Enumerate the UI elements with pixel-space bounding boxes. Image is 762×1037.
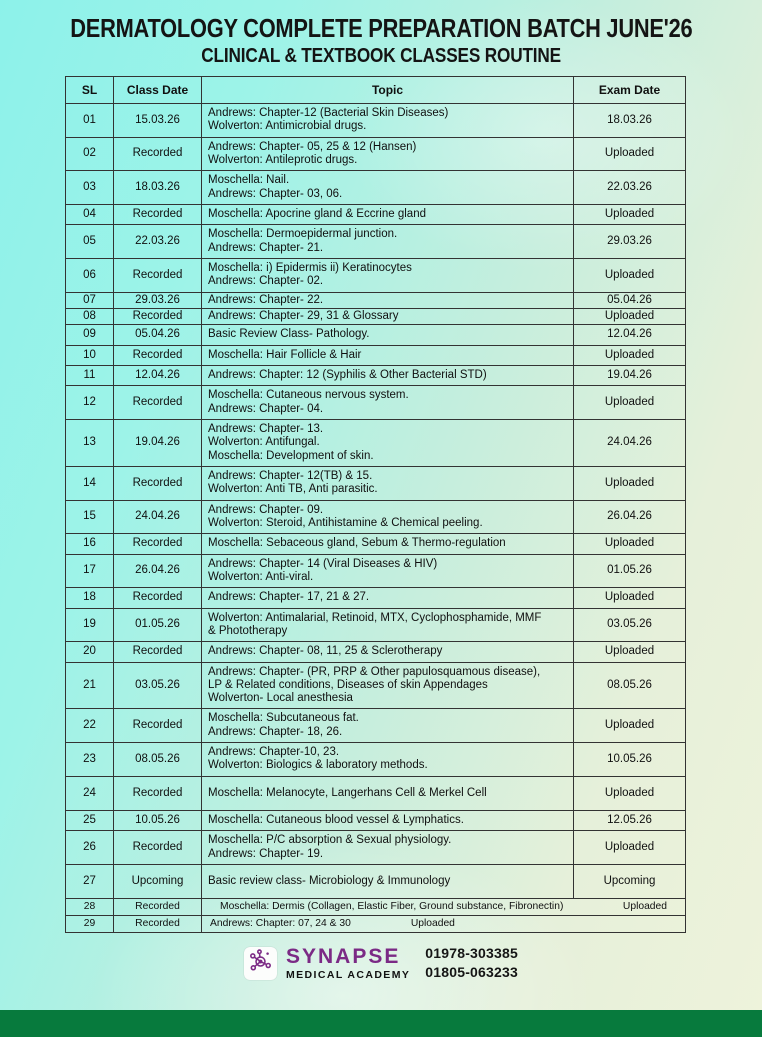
exam-date-cell: Uploaded [574, 345, 686, 365]
class-date-cell: 26.04.26 [114, 554, 202, 588]
table-row [66, 642, 686, 662]
sl-cell: 14 [66, 466, 114, 500]
topic-cell [202, 365, 574, 385]
page-title [0, 13, 762, 44]
sl-cell: 08 [66, 308, 114, 324]
exam-date-cell: Uploaded [574, 588, 686, 608]
class-date-cell: Recorded [114, 916, 202, 933]
table-row [66, 225, 686, 259]
column-header-sl: SL [66, 77, 114, 104]
table-row [66, 916, 686, 933]
class-date-cell: 01.05.26 [114, 608, 202, 642]
topic-line: Moschella: Nail. [208, 174, 569, 187]
table-row [66, 258, 686, 292]
topic-cell [202, 258, 574, 292]
sl-cell: 03 [66, 171, 114, 205]
sl-cell: 16 [66, 534, 114, 554]
phone-numbers [425, 944, 518, 982]
sl-cell: 21 [66, 662, 114, 709]
exam-date-cell: Uploaded [574, 308, 686, 324]
topic-line: Wolverton: Antimalarial, Retinoid, MTX, Cyclophosphamide, MMF [208, 612, 569, 625]
sl-cell: 12 [66, 386, 114, 420]
exam-date-cell: Uploaded [574, 534, 686, 554]
topic-cell [202, 588, 574, 608]
topic-cell [202, 292, 574, 308]
table-row [66, 365, 686, 385]
class-date-cell: Recorded [114, 258, 202, 292]
table-row [66, 743, 686, 777]
class-date-cell: Recorded [114, 899, 202, 916]
sl-cell: 29 [66, 916, 114, 933]
topic-cell [202, 204, 574, 224]
topic-line: Moschella: Hair Follicle & Hair [208, 349, 569, 362]
exam-date-cell: Uploaded [574, 831, 686, 865]
topic-cell [202, 831, 574, 865]
topic-line: Moschella: Cutaneous blood vessel & Lymphatics. [208, 814, 569, 827]
topic-cell [202, 225, 574, 259]
phone-number-1: 01978-303385 [425, 944, 518, 963]
sl-cell: 13 [66, 419, 114, 466]
topic-cell [202, 776, 574, 810]
table-row [66, 466, 686, 500]
table-row [66, 865, 686, 899]
topic-exam-merged-cell [202, 899, 686, 916]
table-row [66, 500, 686, 534]
page-subtitle [0, 45, 762, 68]
class-date-cell: Recorded [114, 534, 202, 554]
phone-number-2: 01805-063233 [425, 963, 518, 982]
topic-line: Basic Review Class- Pathology. [208, 328, 569, 341]
topic-line: Moschella: P/C absorption & Sexual physiology. [208, 834, 569, 847]
topic-line: Andrews: Chapter-12 (Bacterial Skin Diseases) [208, 107, 569, 120]
class-date-cell: Recorded [114, 386, 202, 420]
table-row [66, 899, 686, 916]
sl-cell: 23 [66, 743, 114, 777]
topic-line: Wolverton: Antimicrobial drugs. [208, 120, 569, 133]
exam-date-cell: Upcoming [574, 865, 686, 899]
topic-line: & Phototherapy [208, 625, 569, 638]
column-header-class-date: Class Date [114, 77, 202, 104]
sl-cell: 02 [66, 137, 114, 171]
topic-cell [202, 171, 574, 205]
topic-line: Andrews: Chapter- 19. [208, 848, 569, 861]
topic-line: Andrews: Chapter- 09. [208, 504, 569, 517]
class-date-cell: Recorded [114, 204, 202, 224]
table-row [66, 386, 686, 420]
sl-cell: 25 [66, 811, 114, 831]
class-date-cell: Recorded [114, 709, 202, 743]
topic-cell [202, 554, 574, 588]
sl-cell: 22 [66, 709, 114, 743]
table-row [66, 811, 686, 831]
sl-cell: 20 [66, 642, 114, 662]
table-row [66, 709, 686, 743]
table-row [66, 534, 686, 554]
class-date-cell: 08.05.26 [114, 743, 202, 777]
topic-cell [202, 104, 574, 138]
table-row [66, 171, 686, 205]
topic-line: Andrews: Chapter- 05, 25 & 12 (Hansen) [208, 141, 569, 154]
column-header-exam-date: Exam Date [574, 77, 686, 104]
class-date-cell: 24.04.26 [114, 500, 202, 534]
table-row [66, 608, 686, 642]
topic-cell [202, 386, 574, 420]
topic-line: Wolverton: Steroid, Antihistamine & Chemical peeling. [208, 517, 569, 530]
topic-line: Andrews: Chapter- 03, 06. [208, 188, 569, 201]
topic-line: LP & Related conditions, Diseases of skin Appendages [208, 679, 569, 692]
topic-line: Moschella: Development of skin. [208, 450, 569, 463]
exam-date-cell: Uploaded [574, 776, 686, 810]
class-date-cell: 18.03.26 [114, 171, 202, 205]
sl-cell: 05 [66, 225, 114, 259]
exam-date-cell: 19.04.26 [574, 365, 686, 385]
topic-line: Moschella: Cutaneous nervous system. [208, 389, 569, 402]
sl-cell: 17 [66, 554, 114, 588]
table-row [66, 308, 686, 324]
table-row [66, 292, 686, 308]
merged-row-content [208, 901, 681, 913]
sl-cell: 11 [66, 365, 114, 385]
sl-cell: 18 [66, 588, 114, 608]
sl-cell: 06 [66, 258, 114, 292]
sl-cell: 01 [66, 104, 114, 138]
topic-line: Andrews: Chapter- 22. [208, 294, 569, 307]
sl-cell: 24 [66, 776, 114, 810]
topic-line: Wolverton: Anti TB, Anti parasitic. [208, 483, 569, 496]
sl-cell: 09 [66, 325, 114, 345]
table-row [66, 419, 686, 466]
exam-date-cell: 22.03.26 [574, 171, 686, 205]
exam-date-cell: 18.03.26 [574, 104, 686, 138]
class-date-cell: 12.04.26 [114, 365, 202, 385]
sl-cell: 28 [66, 899, 114, 916]
topic-line: Wolverton: Antifungal. [208, 436, 569, 449]
sl-cell: 10 [66, 345, 114, 365]
exam-date-cell: Uploaded [574, 137, 686, 171]
exam-date-cell: 12.04.26 [574, 325, 686, 345]
topic-line: Moschella: Subcutaneous fat. [208, 712, 569, 725]
table-row [66, 831, 686, 865]
sl-cell: 15 [66, 500, 114, 534]
topic-cell [202, 743, 574, 777]
exam-date-text: Uploaded [411, 918, 455, 930]
topic-cell [202, 709, 574, 743]
class-date-cell: Recorded [114, 466, 202, 500]
exam-date-cell: 10.05.26 [574, 743, 686, 777]
class-date-cell: 29.03.26 [114, 292, 202, 308]
class-date-cell: Recorded [114, 345, 202, 365]
exam-date-cell: Uploaded [574, 258, 686, 292]
table-row [66, 204, 686, 224]
topic-cell [202, 811, 574, 831]
table-row [66, 345, 686, 365]
exam-date-cell: Uploaded [574, 642, 686, 662]
table-row [66, 588, 686, 608]
table-row [66, 137, 686, 171]
class-date-cell: Recorded [114, 776, 202, 810]
topic-exam-merged-cell [202, 916, 686, 933]
topic-cell [202, 642, 574, 662]
topic-text: Andrews: Chapter: 07, 24 & 30 [210, 918, 351, 930]
topic-line: Andrews: Chapter- 12(TB) & 15. [208, 470, 569, 483]
routine-table [65, 76, 686, 933]
exam-date-cell: 05.04.26 [574, 292, 686, 308]
column-header-topic: Topic [202, 77, 574, 104]
topic-line: Andrews: Chapter- 21. [208, 242, 569, 255]
topic-cell [202, 534, 574, 554]
footer [0, 944, 762, 982]
topic-line: Basic review class- Microbiology & Immunology [208, 875, 569, 888]
topic-line: Andrews: Chapter- 17, 21 & 27. [208, 591, 569, 604]
class-date-cell: 05.04.26 [114, 325, 202, 345]
topic-line: Wolverton: Biologics & laboratory methods. [208, 759, 569, 772]
topic-line: Moschella: Melanocyte, Langerhans Cell & Merkel Cell [208, 787, 569, 800]
topic-line: Moschella: Dermoepidermal junction. [208, 228, 569, 241]
class-date-cell: Upcoming [114, 865, 202, 899]
table-row [66, 325, 686, 345]
poster [0, 13, 762, 982]
exam-date-cell: Uploaded [574, 466, 686, 500]
exam-date-cell: 03.05.26 [574, 608, 686, 642]
exam-date-cell: 26.04.26 [574, 500, 686, 534]
table-row [66, 554, 686, 588]
topic-line: Andrews: Chapter: 12 (Syphilis & Other Bacterial STD) [208, 369, 569, 382]
brand-logo [244, 947, 277, 980]
topic-cell [202, 137, 574, 171]
table-row [66, 776, 686, 810]
merged-row-content [208, 918, 681, 930]
topic-cell [202, 500, 574, 534]
exam-date-cell: Uploaded [574, 386, 686, 420]
topic-cell [202, 466, 574, 500]
class-date-cell: Recorded [114, 642, 202, 662]
topic-line: Andrews: Chapter- 14 (Viral Diseases & HIV) [208, 558, 569, 571]
brand-name: SYNAPSE [286, 946, 400, 967]
topic-line: Andrews: Chapter- 04. [208, 403, 569, 416]
exam-date-cell: 24.04.26 [574, 419, 686, 466]
topic-line: Andrews: Chapter- 18, 26. [208, 726, 569, 739]
topic-line: Andrews: Chapter-10, 23. [208, 746, 569, 759]
page-title-text: DERMATOLOGY COMPLETE PREPARATION BATCH JUNE'26 [70, 13, 692, 44]
topic-line: Wolverton: Antileprotic drugs. [208, 154, 569, 167]
class-date-cell: 22.03.26 [114, 225, 202, 259]
topic-line: Andrews: Chapter- 08, 11, 25 & Sclerotherapy [208, 645, 569, 658]
table-row [66, 104, 686, 138]
class-date-cell: Recorded [114, 831, 202, 865]
sl-cell: 19 [66, 608, 114, 642]
topic-cell [202, 608, 574, 642]
header-row [66, 77, 686, 104]
topic-line: Moschella: i) Epidermis ii) Keratinocytes [208, 262, 569, 275]
sl-cell: 26 [66, 831, 114, 865]
topic-line: Wolverton: Anti-viral. [208, 571, 569, 584]
topic-cell [202, 325, 574, 345]
page-subtitle-text: CLINICAL & TEXTBOOK CLASSES ROUTINE [201, 45, 561, 68]
class-date-cell: Recorded [114, 137, 202, 171]
brand-text [286, 946, 410, 981]
table-row [66, 662, 686, 709]
topic-cell [202, 662, 574, 709]
class-date-cell: 19.04.26 [114, 419, 202, 466]
topic-cell [202, 308, 574, 324]
topic-line: Moschella: Apocrine gland & Eccrine gland [208, 208, 569, 221]
topic-line: Andrews: Chapter- 13. [208, 423, 569, 436]
class-date-cell: 03.05.26 [114, 662, 202, 709]
topic-line: Andrews: Chapter- (PR, PRP & Other papulosquamous disease), [208, 666, 569, 679]
exam-date-cell: Uploaded [574, 204, 686, 224]
routine-table-header [66, 77, 686, 104]
topic-line: Andrews: Chapter- 02. [208, 275, 569, 288]
topic-cell [202, 419, 574, 466]
topic-cell [202, 865, 574, 899]
exam-date-text: Uploaded [623, 901, 667, 913]
exam-date-cell: 08.05.26 [574, 662, 686, 709]
class-date-cell: 10.05.26 [114, 811, 202, 831]
topic-cell [202, 345, 574, 365]
sl-cell: 04 [66, 204, 114, 224]
class-date-cell: 15.03.26 [114, 104, 202, 138]
topic-line: Andrews: Chapter- 29, 31 & Glossary [208, 310, 569, 323]
class-date-cell: Recorded [114, 308, 202, 324]
topic-text: Moschella: Dermis (Collagen, Elastic Fiber, Ground substance, Fibronectin) [220, 901, 563, 913]
exam-date-cell: 29.03.26 [574, 225, 686, 259]
topic-line: Wolverton- Local anesthesia [208, 692, 569, 705]
exam-date-cell: 12.05.26 [574, 811, 686, 831]
class-date-cell: Recorded [114, 588, 202, 608]
sl-cell: 27 [66, 865, 114, 899]
sl-cell: 07 [66, 292, 114, 308]
topic-line: Moschella: Sebaceous gland, Sebum & Thermo-regulation [208, 537, 569, 550]
exam-date-cell: 01.05.26 [574, 554, 686, 588]
routine-table-body [66, 104, 686, 933]
brand-subtitle: MEDICAL ACADEMY [286, 970, 410, 981]
molecule-network-icon [248, 948, 273, 978]
exam-date-cell: Uploaded [574, 709, 686, 743]
